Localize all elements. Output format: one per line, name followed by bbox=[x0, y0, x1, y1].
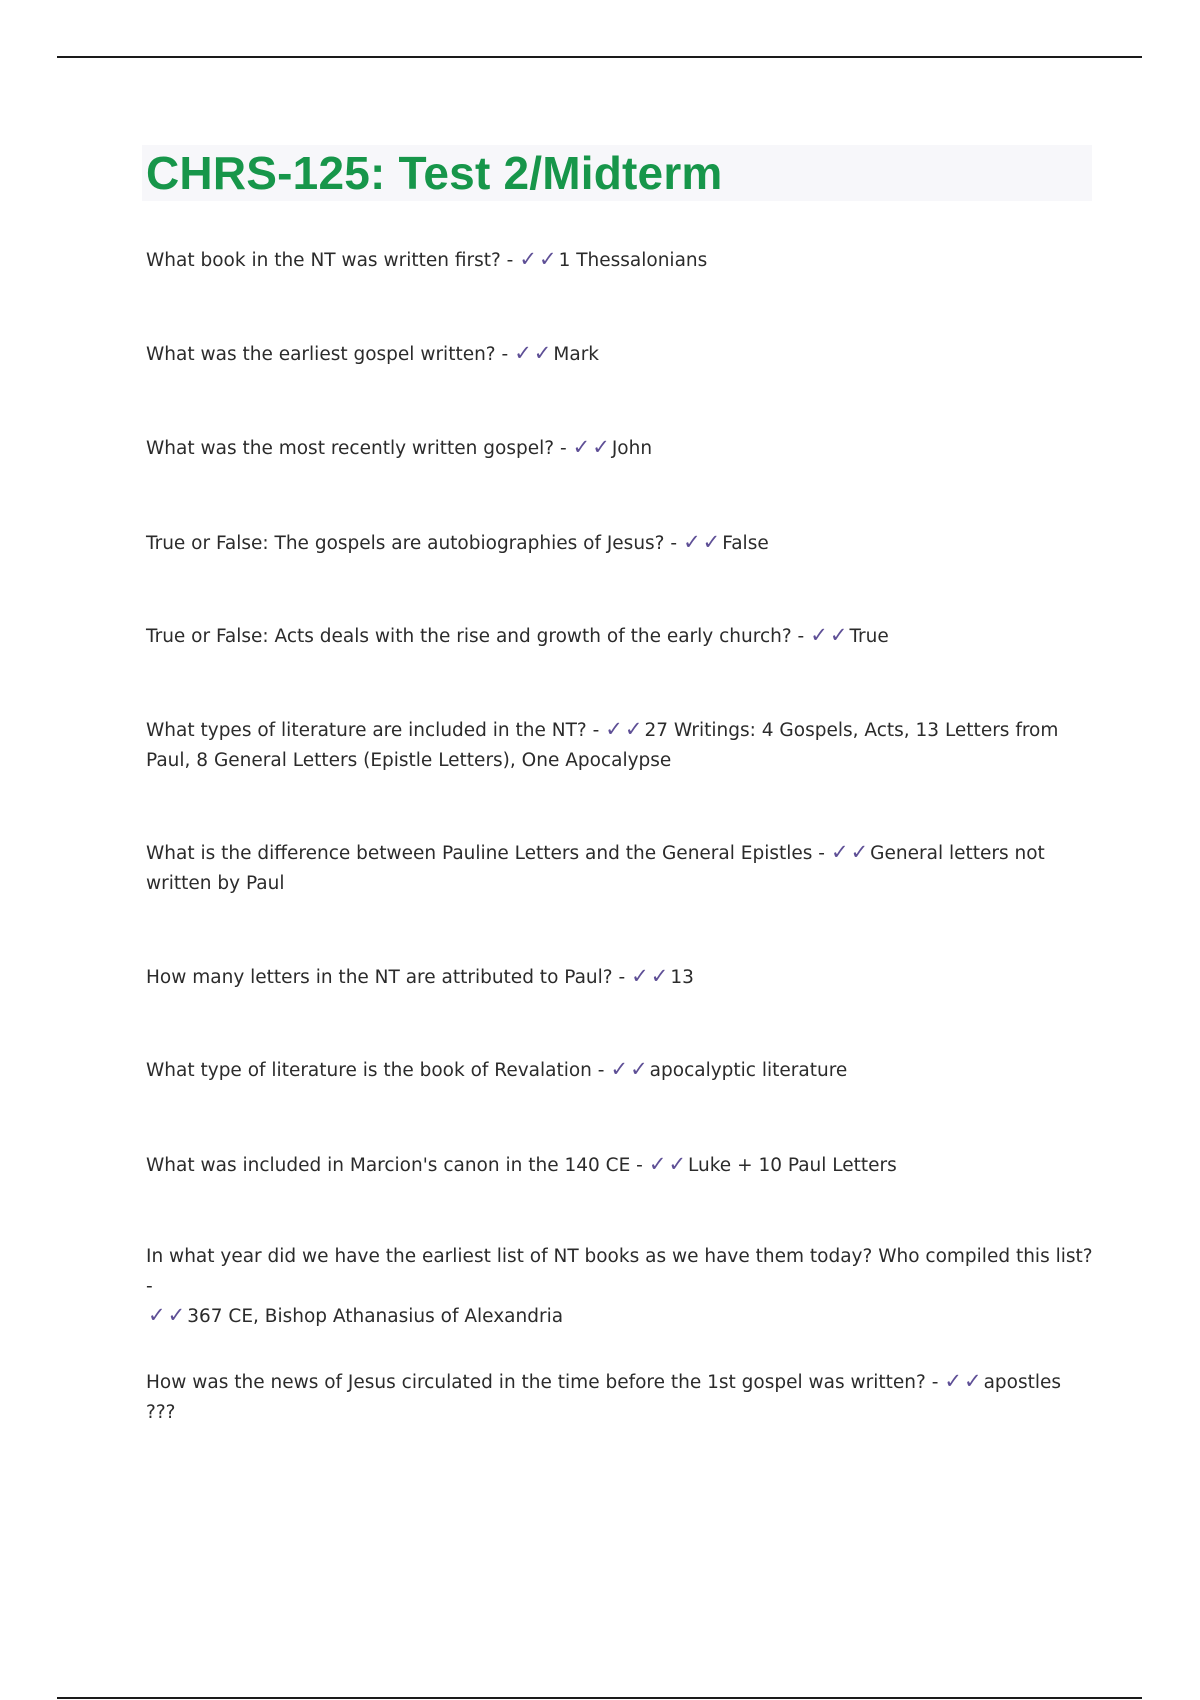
qa-item-8 bbox=[146, 963, 1096, 993]
check-mark-icon: ✓ bbox=[631, 964, 649, 988]
check-mark-icon: ✓ bbox=[592, 435, 610, 459]
top-rule bbox=[57, 56, 1142, 58]
question-text: What was included in Marcion's canon in the 140 CE - bbox=[146, 1155, 643, 1176]
question-text: How many letters in the NT are attributed to Paul? - bbox=[146, 967, 626, 988]
question-text: True or False: Acts deals with the rise and growth of the early church? - bbox=[146, 626, 805, 647]
qa-item-10 bbox=[146, 1151, 1096, 1181]
check-mark-icon: ✓ bbox=[538, 247, 557, 271]
check-mark-icon: ✓ bbox=[668, 1152, 687, 1176]
question-text: What types of literature are included in the NT? - bbox=[146, 720, 600, 741]
document-title: CHRS-125: Test 2/Midterm bbox=[146, 147, 723, 199]
check-mark-icon: ✓ bbox=[605, 717, 623, 741]
check-mark-icon: ✓ bbox=[572, 435, 591, 459]
qa-item-2 bbox=[146, 340, 1096, 370]
check-mark-icon: ✓ bbox=[963, 1369, 982, 1393]
question-text: True or False: The gospels are autobiographies of Jesus? - bbox=[146, 533, 678, 554]
answer-text: False bbox=[722, 533, 769, 554]
bottom-rule bbox=[57, 1697, 1142, 1699]
check-mark-icon: ✓ bbox=[167, 1303, 186, 1327]
check-mark-icon: ✓ bbox=[650, 964, 669, 988]
check-mark-icon: ✓ bbox=[610, 1057, 629, 1081]
check-mark-icon: ✓ bbox=[829, 623, 848, 647]
answer-text: 1 Thessalonians bbox=[558, 250, 708, 271]
qa-item-5 bbox=[146, 622, 1096, 652]
check-mark-icon: ✓ bbox=[514, 341, 532, 365]
answer-text: 27 Writings: 4 Gospels, Acts, 13 Letters from Paul, 8 General Letters (Epistle Letters), One Apocalypse bbox=[146, 720, 1059, 771]
question-text: What is the difference between Pauline Letters and the General Epistles - bbox=[146, 843, 825, 864]
check-mark-icon: ✓ bbox=[683, 530, 701, 554]
qa-item-3 bbox=[146, 434, 1096, 464]
question-text: What was the most recently written gospel? - bbox=[146, 438, 567, 459]
question-text: What was the earliest gospel written? - bbox=[146, 344, 509, 365]
check-mark-icon: ✓ bbox=[148, 1303, 166, 1327]
check-mark-icon: ✓ bbox=[630, 1057, 648, 1081]
question-text: What book in the NT was written first? - bbox=[146, 250, 514, 271]
answer-text: General letters not written by Paul bbox=[146, 843, 1045, 894]
check-mark-icon: ✓ bbox=[810, 623, 828, 647]
question-text: How was the news of Jesus circulated in the time before the 1st gospel was written? - bbox=[146, 1372, 939, 1393]
check-mark-icon: ✓ bbox=[702, 530, 721, 554]
answer-text: Mark bbox=[553, 344, 600, 365]
answer-text: Luke + 10 Paul Letters bbox=[688, 1155, 897, 1176]
qa-item-9 bbox=[146, 1056, 1096, 1086]
qa-item-1 bbox=[146, 246, 1096, 276]
check-mark-icon: ✓ bbox=[830, 840, 849, 864]
check-mark-icon: ✓ bbox=[533, 341, 552, 365]
check-mark-icon: ✓ bbox=[519, 247, 537, 271]
question-text: What type of literature is the book of Revalation - bbox=[146, 1060, 605, 1081]
answer-text: True bbox=[849, 626, 889, 647]
answer-text: 367 CE, Bishop Athanasius of Alexandria bbox=[187, 1306, 564, 1327]
qa-item-4 bbox=[146, 529, 1096, 559]
answer-text: apostles ??? bbox=[146, 1372, 1062, 1423]
qa-item-7 bbox=[146, 839, 1096, 899]
answer-text: apocalyptic literature bbox=[649, 1060, 848, 1081]
answer-text: 13 bbox=[670, 967, 694, 988]
qa-item-11 bbox=[146, 1242, 1096, 1332]
check-mark-icon: ✓ bbox=[648, 1152, 667, 1176]
check-mark-icon: ✓ bbox=[850, 840, 869, 864]
check-mark-icon: ✓ bbox=[944, 1369, 962, 1393]
qa-item-12 bbox=[146, 1368, 1096, 1428]
qa-item-6 bbox=[146, 716, 1096, 776]
check-mark-icon: ✓ bbox=[624, 717, 643, 741]
answer-text: John bbox=[611, 438, 653, 459]
question-text: In what year did we have the earliest list of NT books as we have them today? Who compiled this list? - bbox=[146, 1246, 1093, 1297]
